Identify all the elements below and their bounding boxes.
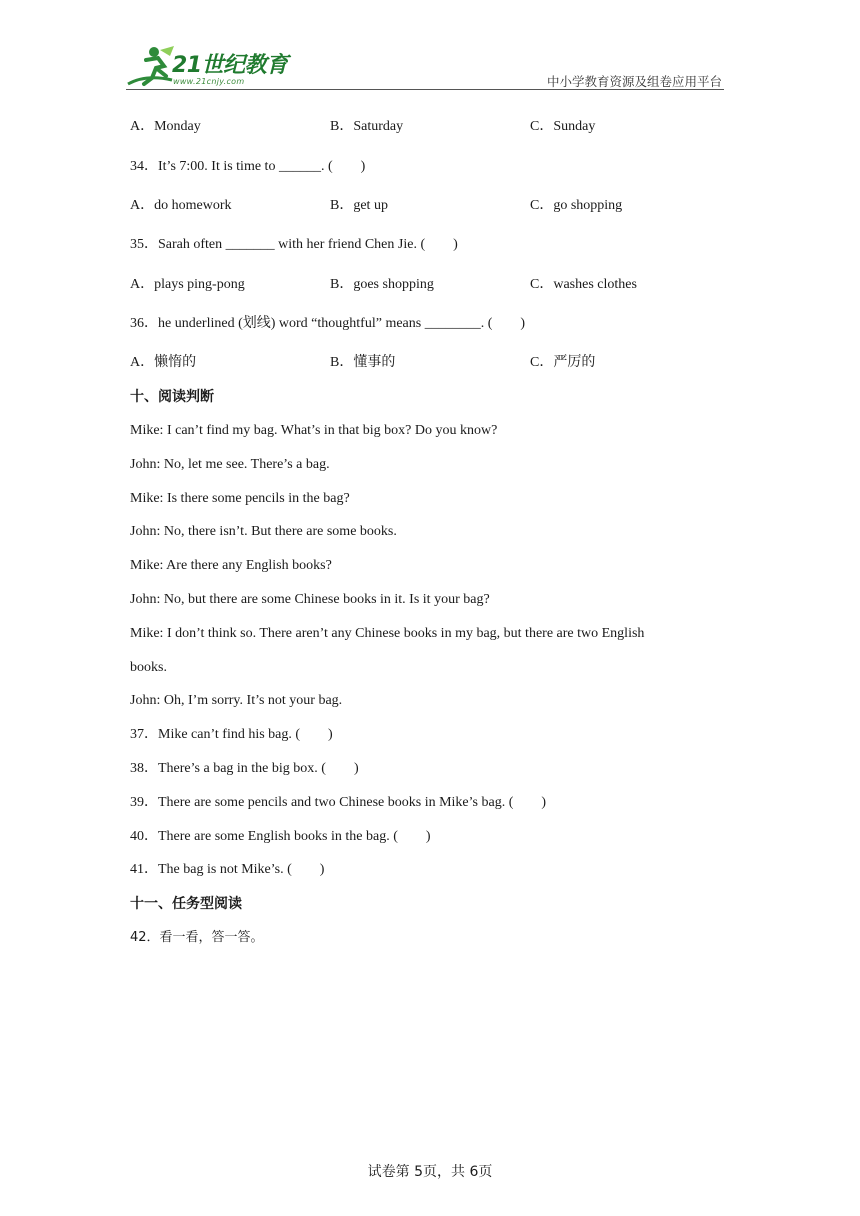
q36-option-b: B．懂事的 [330,355,396,370]
q34-option-b: B．get up [330,198,388,213]
dialogue-line: Mike: Is there some pencils in the bag? [130,491,350,506]
question-39: 39．There are some pencils and two Chinese books in Mike’s bag. ( ) [130,795,547,810]
question-38: 38．There’s a bag in the big box. ( ) [130,761,359,776]
dialogue-line: John: No, there isn’t. But there are some books. [130,524,397,539]
dialogue-line: John: No, let me see. There’s a bag. [130,457,330,472]
q34-stem: 34．It’s 7:00. It is time to ______. ( ) [130,159,366,174]
question-40: 40．There are some English books in the bag. ( ) [130,829,431,844]
question-42: 42．看一看，答一答。 [130,930,264,945]
dialogue-line: John: Oh, I’m sorry. It’s not your bag. [130,693,343,708]
q35-option-c: C．washes clothes [530,277,637,292]
dialogue-line: Mike: I don’t think so. There aren’t any Chinese books in my bag, but there are two English [130,626,645,641]
page-footer: 试卷第 5页，共 6页 [367,1164,493,1180]
q33-option-c: C．Sunday [530,119,596,134]
q33-option-a: A．Monday [130,119,201,134]
logo-url: www.21cnjy.com [173,77,245,86]
q34-option-c: C．go shopping [530,198,623,213]
q33-option-b: B．Saturday [330,119,404,134]
q36-stem: 36．he underlined (划线) word “thoughtful” means ________. ( ) [130,316,526,331]
q36-option-c: C．严厉的 [530,355,596,370]
q35-option-b: B．goes shopping [330,277,434,292]
header-divider [126,89,724,90]
dialogue-line: John: No, but there are some Chinese books in it. Is it your bag? [130,592,490,607]
q35-option-a: A．plays ping-pong [130,277,245,292]
question-41: 41．The bag is not Mike’s. ( ) [130,862,325,877]
q34-option-a: A．do homework [130,198,232,213]
page-header [0,0,860,100]
dialogue-line: Mike: Are there any English books? [130,558,332,573]
dialogue-line: Mike: I can’t find my bag. What’s in that big box? Do you know? [130,423,498,438]
dialogue-line: books. [130,660,167,675]
section-10-title: 十、阅读判断 [130,389,214,405]
section-11-title: 十一、任务型阅读 [130,896,242,912]
logo-name: 21世纪教育 [172,53,288,78]
q36-option-a: A．懒惰的 [130,355,197,370]
question-37: 37．Mike can’t find his bag. ( ) [130,727,333,742]
platform-title: 中小学教育资源及组卷应用平台 [546,74,722,89]
q35-stem: 35．Sarah often _______ with her friend Chen Jie. ( ) [130,237,458,252]
